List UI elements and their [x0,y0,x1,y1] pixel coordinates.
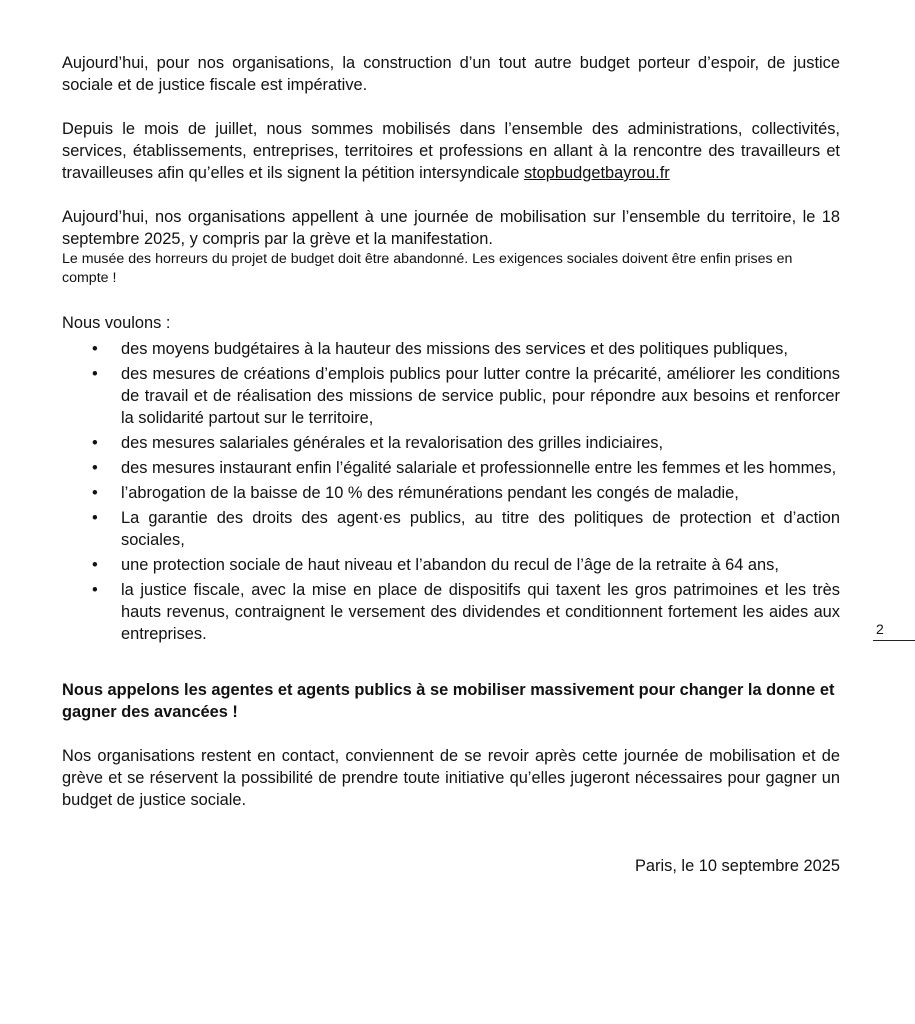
bullet-icon: • [92,434,98,452]
demand-text: la justice fiscale, avec la mise en place de dispositifs qui taxent les gros patrimoines et les très hauts revenus, contraignent le versement des dividendes et conditionnent fortement les aides aux entreprises. [121,581,840,643]
demand-item [62,482,840,504]
demand-item [62,338,840,360]
demand-item [62,457,840,479]
demand-item [62,507,840,551]
document-body [62,52,840,877]
demand-text: une protection sociale de haut niveau et l’abandon du recul de l’âge de la retraite à 64 ans, [121,556,779,574]
paragraph-mobilisation-text: Depuis le mois de juillet, nous sommes mobilisés dans l’ensemble des administrations, collectivités, services, établissements, entreprises, territoires et professions en allant à la rencontre des travailleurs et travailleuses afin qu’elles et ils signent la pétition intersyndicale [62,120,840,182]
paragraph-mobilisation-since-july [62,118,840,184]
demand-text: des moyens budgétaires à la hauteur des missions des services et des politiques publiques, [121,340,788,358]
bullet-icon: • [92,581,98,599]
bullet-icon: • [92,365,98,383]
page-number: 2 [876,621,884,637]
demand-text: des mesures salariales générales et la revalorisation des grilles indiciaires, [121,434,664,452]
demand-item [62,432,840,454]
petition-link[interactable]: stopbudgetbayrou.fr [523,164,670,182]
bullet-icon: • [92,484,98,502]
demand-text: La garantie des droits des agent·es publics, au titre des politiques de protection et d’action sociales, [121,509,840,549]
demand-item [62,363,840,429]
demands-list [62,338,840,645]
paragraph-mobilisation-day: Aujourd’hui, nos organisations appellent à une journée de mobilisation sur l’ensemble du territoire, le 18 septembre 2025, y compris par la grève et la manifestation. [62,208,840,248]
page-number-rule [873,640,915,641]
bullet-icon: • [92,340,98,358]
call-to-action: Nous appelons les agentes et agents publics à se mobiliser massivement pour changer la donne et gagner des avancées ! [62,681,835,721]
note-budget-abandon: Le musée des horreurs du projet de budget doit être abandonné. Les exigences sociales doivent être enfin prises en compte ! [62,251,793,286]
demands-intro: Nous voulons : [62,314,171,332]
demand-item [62,579,840,645]
paragraph-closing: Nos organisations restent en contact, conviennent de se revoir après cette journée de mobilisation et de grève et se réservent la possibilité de prendre toute initiative qu’elles jugeront nécessaires pour gagner un budget de justice sociale. [62,747,840,809]
demand-text: des mesures instaurant enfin l’égalité salariale et professionnelle entre les femmes et les hommes, [121,459,837,477]
bullet-icon: • [92,459,98,477]
signature-date: Paris, le 10 septembre 2025 [634,857,840,875]
bullet-icon: • [92,509,98,527]
paragraph-budget-hope: Aujourd’hui, pour nos organisations, la construction d’un tout autre budget porteur d’espoir, de justice sociale et de justice fiscale est impérative. [62,54,840,94]
bullet-icon: • [92,556,98,574]
demand-text: l’abrogation de la baisse de 10 % des rémunérations pendant les congés de maladie, [121,484,739,502]
demand-item [62,554,840,576]
demand-text: des mesures de créations d’emplois publics pour lutter contre la précarité, améliorer les conditions de travail et de réalisation des missions de service public, pour répondre aux besoins et renforcer la solidarité partout sur le territoire, [121,365,840,427]
page-number-marker [873,620,915,641]
